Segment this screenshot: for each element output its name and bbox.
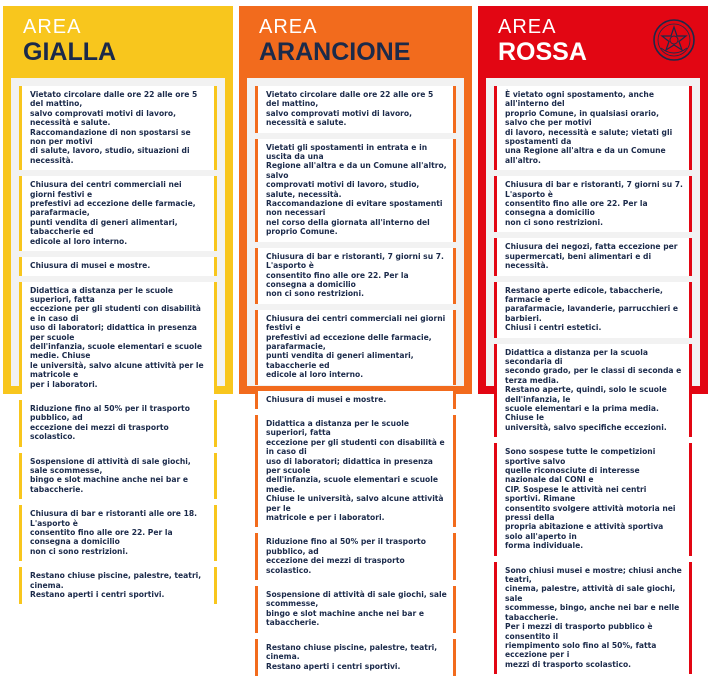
panel-title-top: AREA	[259, 16, 318, 38]
item-text: Chiusura dei centri commerciali nei giorni festivi e prefestivi ad eccezione delle farmacie, parafarmacie, punti vendita di generi alimentari, tabaccherie ed edicole al loro interno.	[266, 313, 446, 380]
list-item	[255, 533, 456, 580]
list-item	[255, 139, 456, 242]
item-text: Vietato circolare dalle ore 22 alle ore 5 del mattino, salvo comprovati motivi di lavoro, necessità e salute. Raccomandazione di non spostarsi se non per motivi di salute, lavoro, studio, situazioni di necessità.	[30, 90, 198, 165]
list-item	[19, 282, 217, 394]
item-text: Sospensione di attività di sale giochi, sale scommesse, bingo e slot machine anche nei bar e tabaccherie.	[266, 590, 447, 628]
item-text: Chiusura di musei e mostre.	[30, 261, 151, 271]
list-item	[255, 415, 456, 527]
panel-body	[486, 78, 700, 669]
item-text: Restano chiuse piscine, palestre, teatri, cinema. Restano aperti i centri sportivi.	[30, 571, 202, 600]
panel-header	[239, 6, 472, 78]
item-text: Chiusura di bar e ristoranti alle ore 18. L'asporto è consentito fino alle ore 22. Per la consegna a domicilio non ci sono restrizioni.	[30, 509, 198, 556]
panel-title-main: ROSSA	[498, 38, 587, 66]
panel-area-rossa	[478, 6, 708, 669]
item-text: Vietato circolare dalle ore 22 alle ore 5 del mattino, salvo comprovati motivi di lavoro, necessità e salute.	[266, 90, 434, 128]
list-item	[494, 282, 692, 338]
item-text: È vietato ogni spostamento, anche all'interno del proprio Comune, in qualsiasi orario, salvo che per motivi di lavoro, necessità e salute; vietati gli spostamenti da una Regione all'altra e da un Comune all'altro.	[505, 90, 673, 165]
item-text: Chiusura dei negozi, fatta eccezione per supermercati, beni alimentari e di necessità.	[505, 242, 678, 271]
item-text: Vietati gli spostamenti in entrata e in uscita da una Regione all'altra e da un Comune all'altro, salvo comprovati motivi di lavoro, studio, salute, necessità. Raccomandazione di evitare spostamenti non necessari nel corso della giornata all'interno del proprio Comune.	[266, 142, 447, 237]
item-text: Sospensione di attività di sale giochi, sale scommesse, bingo e slot machine anche nei bar e tabaccherie.	[30, 456, 191, 494]
item-text: Restano chiuse piscine, palestre, teatri, cinema. Restano aperti i centri sportivi.	[266, 642, 438, 671]
list-item	[255, 248, 456, 304]
item-text: Sono chiusi musei e mostre; chiusi anche teatri, cinema, palestre, attività di sale giochi, sale scommesse, bingo, anche nei bar e nelle tabaccherie. Per i mezzi di trasporto pubblico è consentito il riempimento solo fino al 50%, fatta eccezione per i mezzi di trasporto scolastico.	[505, 565, 682, 669]
list-item	[255, 391, 456, 409]
panel-title-top: AREA	[498, 16, 557, 38]
list-item	[19, 86, 217, 170]
item-text: Riduzione fino al 50% per il trasporto pubblico, ad eccezione dei mezzi di trasporto scolastico.	[30, 403, 190, 442]
item-text: Didattica a distanza per la scuola secondaria di secondo grado, per le classi di seconda e terza media. Restano aperte, quindi, solo le scuole dell'infanzia, le scuole elementari e la prima media. Chiuse le università, salvo specifiche eccezioni.	[505, 347, 682, 432]
item-text: Restano aperte edicole, tabaccherie, farmacie e parafarmacie, lavanderie, parrucchieri e barbieri. Chiusi i centri estetici.	[505, 285, 679, 333]
panel-header	[3, 6, 233, 78]
item-text: Didattica a distanza per le scuole superiori, fatta eccezione per gli studenti con disabilità e in caso di uso di laboratori; didattica in presenza per scuole dell'infanzia, scuole elementari e scuole medie. Chiuse le università, salvo alcune attività per le matricole e per i laboratori.	[266, 418, 445, 523]
list-item	[255, 586, 456, 633]
panel-title-main: ARANCIONE	[259, 38, 411, 66]
list-item	[255, 310, 456, 385]
panel-area-gialla	[3, 6, 233, 600]
item-text: Didattica a distanza per le scuole superiori, fatta eccezione per gli studenti con disabilità e in caso di uso di laboratori; didattica in presenza per scuole dell'infanzia, scuole elementari e scuole medie. Chiuse le università, salvo alcune attività per le matricole e per i laboratori.	[30, 285, 204, 389]
item-text: Sono sospese tutte le competizioni sportive salvo quelle riconosciute di interesse nazionale dal CONI e CIP. Sospese le attività nei centri sportivi. Rimane consentito svolgere attività motoria nei pressi della propria abitazione e attività sportiva solo all'aperto in forma individuale.	[505, 447, 676, 551]
item-text: Chiusura dei centri commerciali nei giorni festivi e prefestivi ad eccezione delle farmacie, parafarmacie, punti vendita di generi alimentari, tabaccherie ed edicole al loro interno.	[30, 180, 196, 246]
panel-body	[11, 78, 225, 600]
item-text: Riduzione fino al 50% per il trasporto pubblico, ad eccezione dei mezzi di trasporto scolastico.	[266, 537, 426, 575]
item-text: Chiusura di bar e ristoranti, 7 giorni su 7. L'asporto è consentito fino alle ore 22. Per la consegna a domicilio non ci sono restrizioni.	[266, 251, 444, 299]
list-item	[494, 86, 692, 170]
panel-title-top: AREA	[23, 16, 82, 38]
list-item	[19, 567, 217, 604]
list-item	[19, 176, 217, 251]
item-text: Chiusura di bar e ristoranti, 7 giorni su 7. L'asporto è consentito fino alle ore 22. Per la consegna a domicilio non ci sono restrizioni.	[505, 180, 683, 227]
list-item	[19, 453, 217, 500]
list-item	[255, 86, 456, 133]
italian-republic-emblem-icon	[652, 18, 696, 62]
panel-title-main: GIALLA	[23, 38, 117, 66]
list-item	[494, 443, 692, 555]
list-item	[494, 176, 692, 232]
list-item	[494, 562, 692, 674]
list-item	[19, 505, 217, 561]
panel-area-arancione	[239, 6, 472, 671]
list-item	[494, 238, 692, 275]
list-item	[19, 257, 217, 275]
list-item	[494, 344, 692, 438]
item-text: Chiusura di musei e mostre.	[266, 394, 387, 404]
list-item	[255, 639, 456, 676]
list-item	[19, 400, 217, 447]
panel-body	[247, 78, 464, 671]
